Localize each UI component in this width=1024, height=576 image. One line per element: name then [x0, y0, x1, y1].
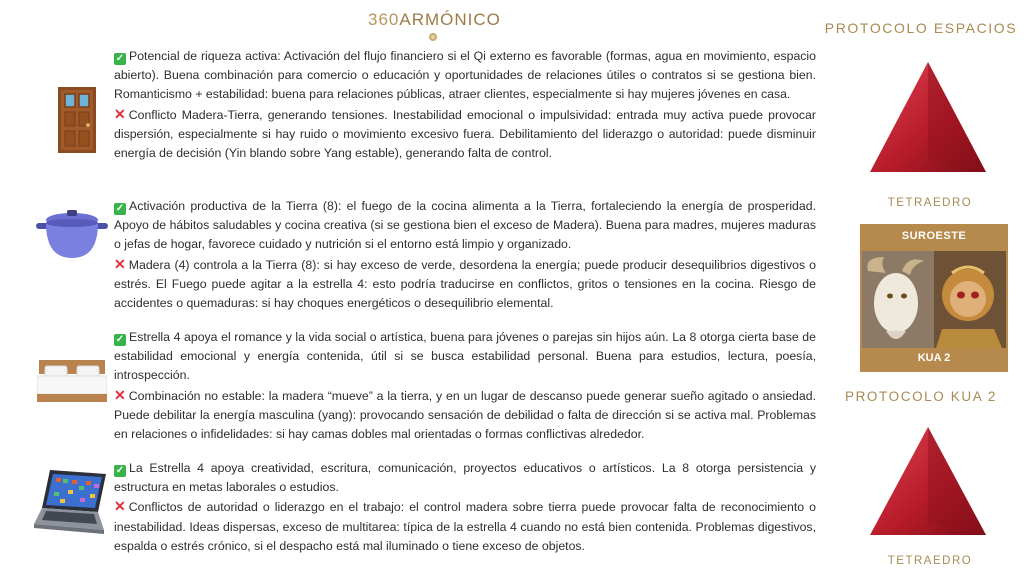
tetrahedron-icon: [868, 60, 988, 176]
tetrahedron-icon: [868, 425, 988, 539]
negative-text: Combinación no estable: la madera “mueve” a la tierra, y en un lugar de descanso puede generar sueño agitado o ansiedad. Puede debilitar la energía masculina (yang): provocando sensación de debilidad o falta de dirección si se activa mal. Problemas en relaciones o infidelidades: si hay camas dobles mal orientadas o formas conflictivas alrededor.: [114, 388, 816, 442]
positive-item: [114, 47, 816, 105]
negative-text: Madera (4) controla a la Tierra (8): si hay exceso de verde, desordena la energía; puede producir desequilibrios digestivos o estrés. El Fuego puede agitar a la estrella 4: esto podría traducirse en conflictos, gritos o tensiones en la cocina. Riesgo de accidentes o quemaduras: si hay choques energéticos o desequilibrio elemental.: [114, 257, 816, 311]
protocol-kua-title: PROTOCOLO KUA 2: [844, 389, 998, 404]
protocol-spaces-title: PROTOCOLO ESPACIOS: [824, 20, 1018, 36]
positive-text: La Estrella 4 apoya creatividad, escritura, comunicación, proyectos educativos o artísticos. La 8 otorga persistencia y estructura en metas laborales o estudios.: [114, 461, 816, 495]
positive-item: [114, 197, 816, 255]
kua-card: [860, 224, 1008, 372]
check-icon: ✓: [115, 334, 125, 345]
cross-icon: ✕: [114, 105, 126, 122]
brand-name-part2: ARMÓNICO: [399, 10, 501, 29]
kua-card-number: KUA 2: [917, 352, 951, 364]
check-icon: ✓: [115, 203, 125, 214]
logo-emblem-icon: [429, 33, 437, 41]
negative-item: [114, 386, 816, 445]
positive-item: [114, 328, 816, 386]
negative-item: [114, 105, 816, 164]
brand-logo: [368, 10, 501, 41]
door-icon: [58, 87, 96, 153]
goat-monkey-illustration: [862, 251, 1006, 348]
kua-card-direction: SUROESTE: [901, 230, 967, 242]
section-kitchen: [114, 197, 816, 313]
negative-item: [114, 497, 816, 556]
bed-icon: [37, 356, 107, 406]
section-bedroom: [114, 328, 816, 444]
positive-text: Estrella 4 apoya el romance y la vida social o artística, buena para jóvenes o parejas sin hijos aún. La 8 otorga cierta base de estabilidad emocional y energía contenida, útil si se busca estabilidad personal. Buena para estudios, lectura, poesía, introspección.: [114, 330, 816, 383]
positive-text: Potencial de riqueza activa: Activación del flujo financiero si el Qi externo es favorable (formas, agua en movimiento, espacio abierto). Buena combinación para comercio o educación y oportunidades de relaciones útiles o contratos si se gestiona bien. Romanticismo + estabilidad: buena para relaciones públicas, atraer clientes, especialmente si hay mujeres jóvenes en casa.: [114, 49, 816, 102]
cross-icon: ✕: [114, 386, 126, 403]
cross-icon: ✕: [114, 255, 126, 272]
brand-name: [368, 10, 501, 30]
section-office: [114, 459, 816, 556]
check-icon: ✓: [115, 465, 125, 476]
positive-text: Activación productiva de la Tierra (8): el fuego de la cocina alimenta a la Tierra, fortaleciendo la energía de prosperidad. Apoyo de hábitos saludables y cocina creativa (si se gestiona bien el exceso de Madera). Buena para madres, mujeres maduras o jefas de hogar, favorece cuidado y nutrición si el entorno está limpio y organizado.: [114, 199, 816, 252]
cross-icon: ✕: [114, 498, 126, 515]
negative-text: Conflictos de autoridad o liderazgo en el trabajo: el control madera sobre tierra puede provocar falta de reconocimiento o inestabilidad. Ideas dispersas, exceso de multitarea: típica de la estrella 4 cuando no está bien contenida. Problemas digestivos, espalda o estrés crónico, si el despacho está mal iluminado o tiene exceso de objetos.: [114, 500, 816, 553]
cooking-pot-icon: [34, 208, 110, 262]
negative-text: Conflicto Madera-Tierra, generando tensiones. Inestabilidad emocional o impulsividad: entrada muy activa puede provocar dispersión, especialmente si hay ruido o movimiento excesivo fuera. Debilitamiento del liderazgo o autoridad: puede disminuir energía de decisión (Yin blando sobre Yang estable), generando falta de control.: [114, 107, 816, 161]
tetrahedron-label-2: TETRAEDRO: [887, 555, 973, 567]
check-icon: ✓: [115, 53, 125, 64]
tetrahedron-label-1: TETRAEDRO: [887, 197, 973, 209]
positive-item: [114, 459, 816, 497]
negative-item: [114, 255, 816, 314]
brand-name-part1: 360: [368, 10, 400, 29]
section-door: [114, 47, 816, 163]
laptop-icon: [32, 468, 108, 538]
